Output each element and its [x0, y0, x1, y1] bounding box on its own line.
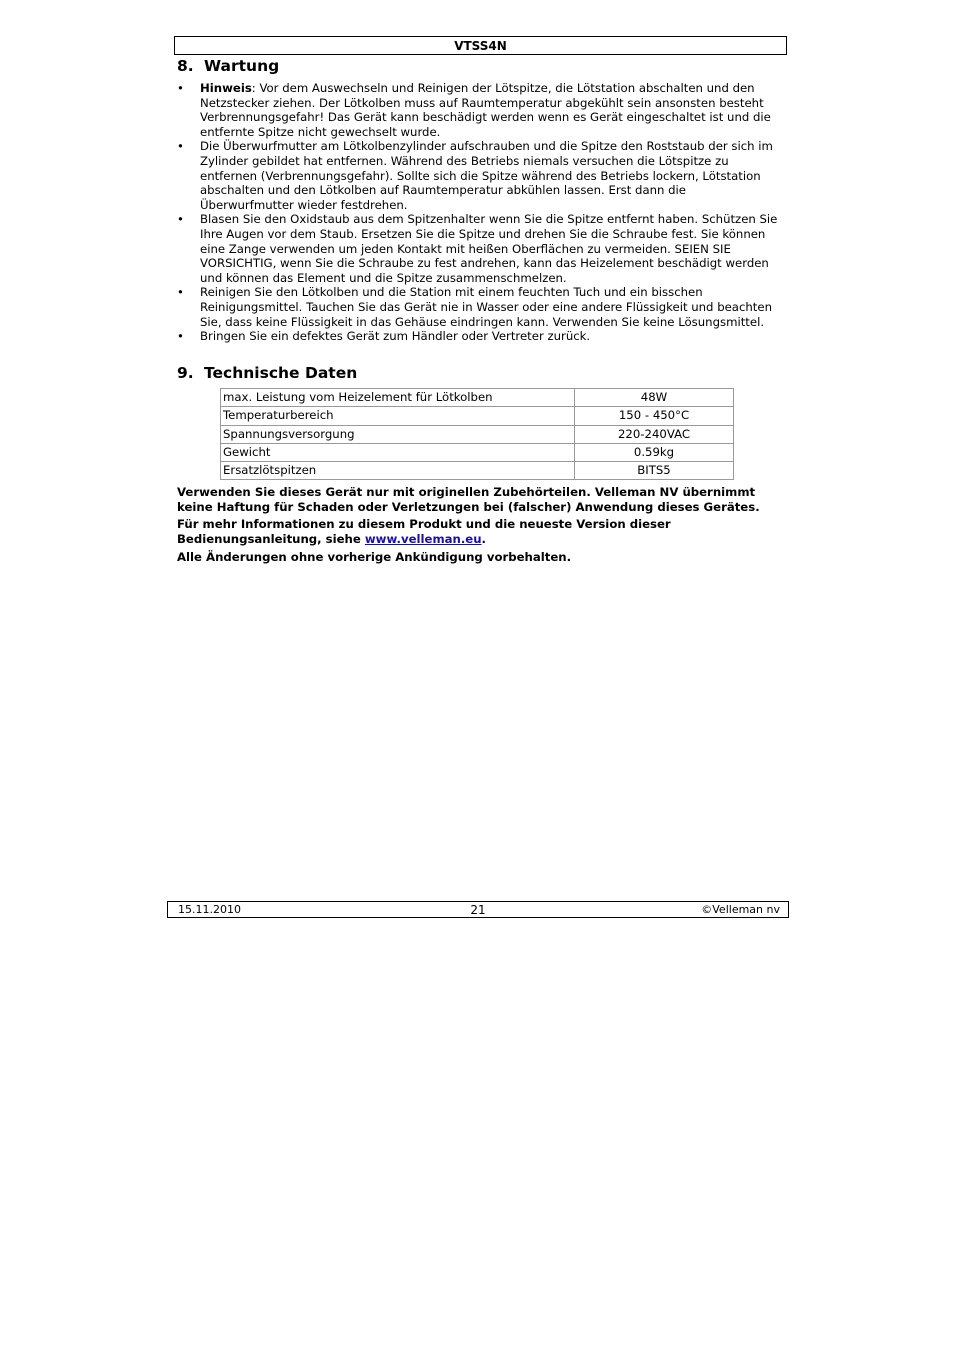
warranty-note: Verwenden Sie dieses Gerät nur mit originellen Zubehörteilen. Velleman NV übernimmt keine Haftung für Schaden oder Verletzungen bei (falscher) Anwendung dieses Gerätes. [177, 485, 760, 514]
list-item [177, 212, 779, 285]
footer-copyright: ©Velleman nv [701, 903, 780, 916]
spec-value: 0.59kg [575, 443, 734, 461]
info-note [177, 517, 787, 546]
spec-label: Ersatzlötspitzen [221, 462, 575, 480]
table-row [221, 389, 734, 407]
spec-value: BITS5 [575, 462, 734, 480]
list-item [177, 285, 779, 329]
model-name: VTSS4N [454, 39, 507, 53]
list-item-text: Die Überwurfmutter am Lötkolbenzylinder aufschrauben und die Spitze den Roststaub der sich im Zylinder gebildet hat entfernen. Während des Betriebs niemals versuchen die Lötspitze zu entfernen (Verbrennungsgefahr). Sollte sich die Spitze während des Betriebs lockern, Lötstation abschalten und den Lötkolben auf Raumtemperatur abkühlen lassen. Erst dann die Überwurfmutter wieder festdrehen. [200, 139, 773, 212]
spec-value: 48W [575, 389, 734, 407]
bullet-icon: • [177, 329, 184, 344]
section-8-title: Wartung [204, 57, 280, 75]
footer-date: 15.11.2010 [178, 903, 241, 916]
section-9-title: Technische Daten [204, 364, 358, 382]
table-row [221, 425, 734, 443]
spec-label: max. Leistung vom Heizelement für Lötkolben [221, 389, 575, 407]
bullet-icon: • [177, 285, 184, 300]
list-item [177, 139, 779, 212]
spec-value: 150 - 450°C [575, 407, 734, 425]
table-row [221, 443, 734, 461]
changes-note: Alle Änderungen ohne vorherige Ankündigung vorbehalten. [177, 550, 572, 564]
website-link[interactable]: www.velleman.eu [364, 531, 482, 546]
spec-value: 220-240VAC [575, 425, 734, 443]
section-9-heading [177, 364, 357, 382]
list-item-text: Bringen Sie ein defektes Gerät zum Händler oder Vertreter zurück. [200, 329, 591, 344]
specifications-table [220, 388, 734, 480]
spec-label: Spannungsversorgung [221, 425, 575, 443]
info-note-text: Für mehr Informationen zu diesem Produkt und die neueste Version dieser Bedienungsanleitung, siehe [177, 517, 671, 546]
section-8-number: 8. [177, 57, 194, 75]
section-9-number: 9. [177, 364, 194, 382]
bullet-icon: • [177, 81, 184, 95]
page-number: 21 [470, 903, 486, 917]
list-item [177, 329, 779, 344]
list-item-text: Blasen Sie den Oxidstaub aus dem Spitzenhalter wenn Sie die Spitze entfernt haben. Schützen Sie Ihre Augen vor dem Staub. Ersetzen Sie die Spitze und drehen Sie die Schraube fest. Sie können eine Zange verwenden um jeden Kontakt mit heißen Oberflächen zu vermeiden. SEIEN SIE VORSICHTIG, wenn Sie die Schraube zu fest andrehen, kann das Heizelement beschädigt werden und können das Element und die Spitze zusammenschmelzen. [200, 212, 778, 285]
section-8-heading [177, 57, 279, 75]
note-label: Hinweis [200, 81, 252, 95]
bullet-icon: • [177, 139, 184, 154]
document-header [174, 36, 787, 55]
spec-label: Temperaturbereich [221, 407, 575, 425]
info-note-suffix: . [481, 531, 486, 546]
list-item [177, 81, 779, 139]
spec-label: Gewicht [221, 443, 575, 461]
list-item-text: : Vor dem Auswechseln und Reinigen der Lötspitze, die Lötstation abschalten und den Netzstecker ziehen. Der Lötkolben muss auf Raumtemperatur abgekühlt sein ansonsten besteht Verbrennungsgefahr! Das Gerät kann beschädigt werden wenn es Gerät eingeschaltet ist und die entfernte Spitze nicht gewechselt wurde. [200, 81, 771, 139]
document-footer [167, 901, 789, 918]
maintenance-list [177, 81, 779, 344]
bullet-icon: • [177, 212, 184, 227]
table-row [221, 462, 734, 480]
list-item-text: Reinigen Sie den Lötkolben und die Station mit einem feuchten Tuch und ein bisschen Reinigungsmittel. Tauchen Sie das Gerät nie in Wasser oder eine andere Flüssigkeit und beachten Sie, dass keine Flüssigkeit in das Gehäuse eindringen kann. Verwenden Sie keine Lösungsmittel. [200, 285, 772, 329]
table-row [221, 407, 734, 425]
